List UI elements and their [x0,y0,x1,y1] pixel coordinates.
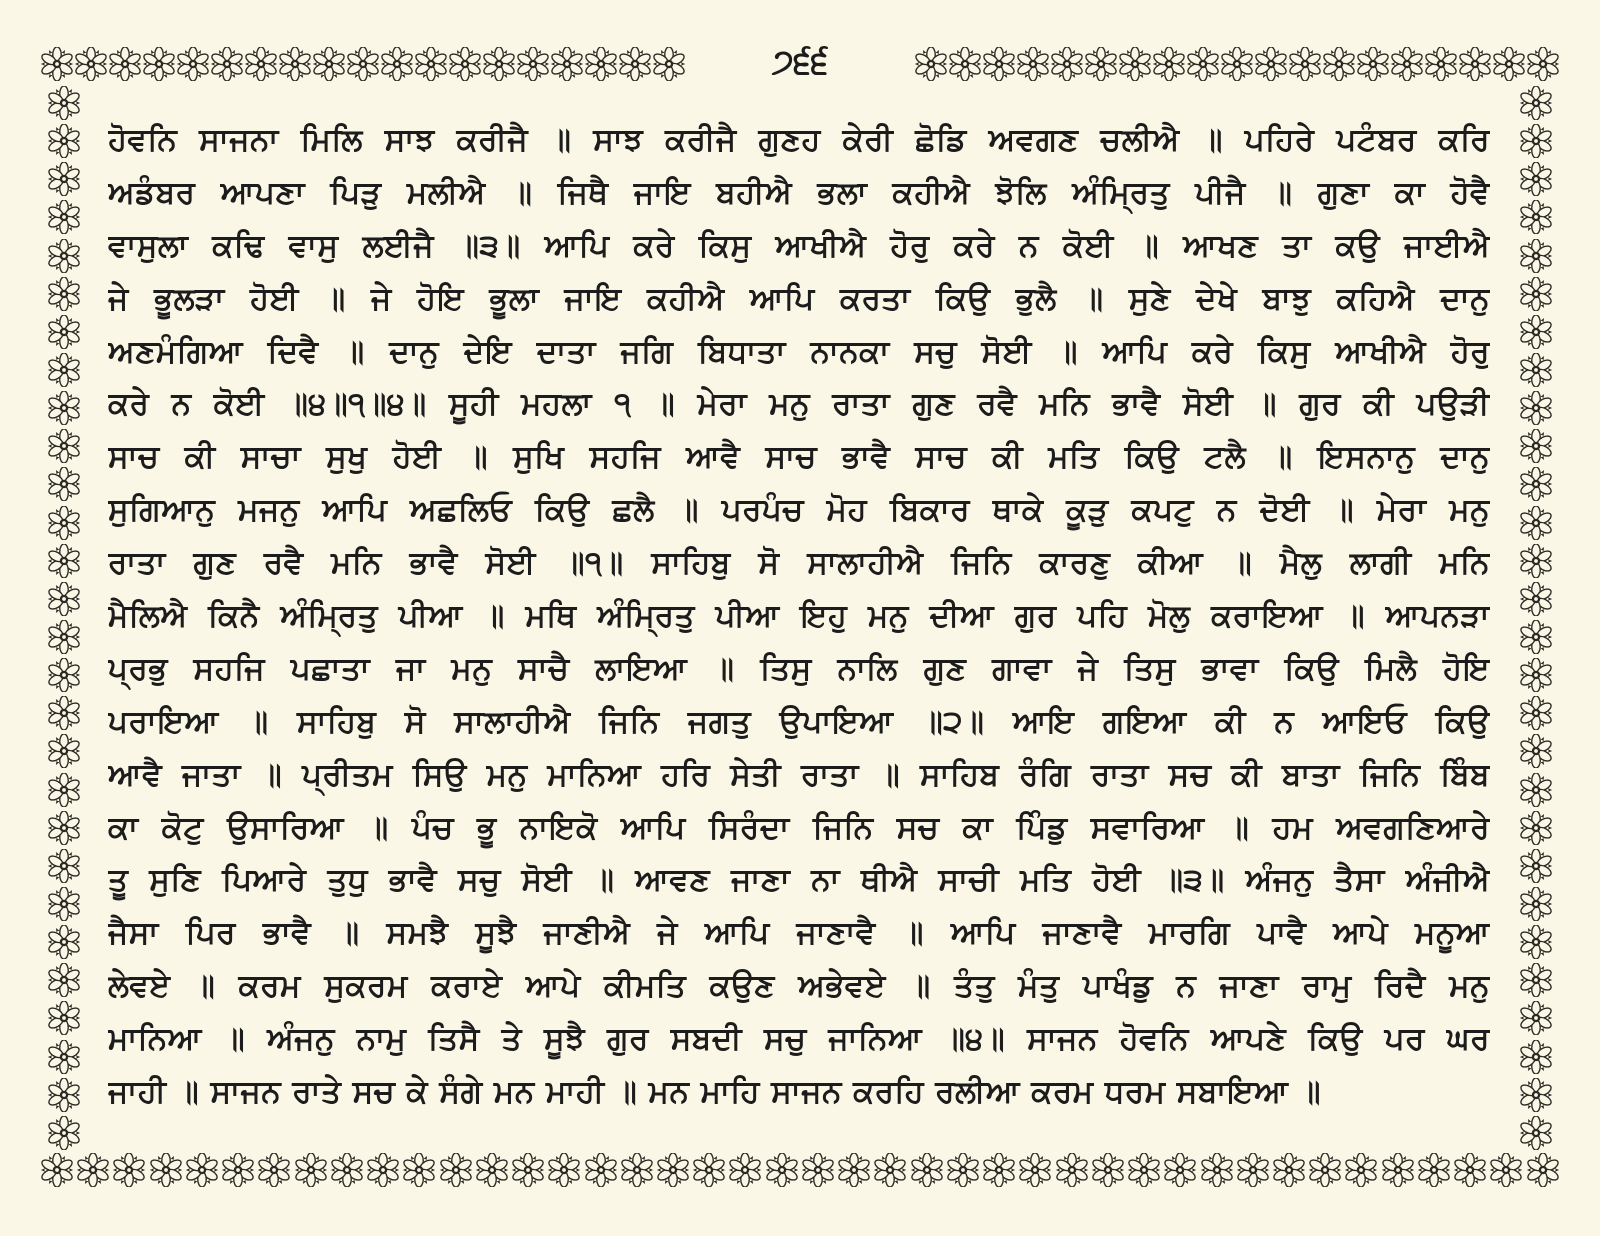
flower-ornament-icon [108,47,142,81]
flower-ornament-icon [946,1153,980,1187]
flower-ornament-icon [1519,811,1553,845]
flower-ornament-icon [1519,773,1553,807]
left-border [44,86,84,1150]
flower-ornament-icon [837,1153,871,1187]
text-line: ਰਾਤਾ ਗੁਣ ਰਵੈ ਮਨਿ ਭਾਵੈ ਸੋਈ ॥੧॥ ਸਾਹਿਬੁ ਸੋ ਸਾਲਾਹੀਐ ਜਿਨਿ ਕਾਰਣੁ ਕੀਆ ॥ ਮੈਲੁ ਲਾਗੀ ਮਨਿ [108,545,1490,582]
flower-ornament-icon [1091,1153,1125,1187]
flower-ornament-icon [312,47,346,81]
flower-ornament-icon [1050,47,1084,81]
flower-ornament-icon [1519,86,1553,120]
text-line: ਜੈਸਾ ਪਿਰ ਭਾਵੈ ॥ ਸਮਝੈ ਸੂਝੈ ਜਾਣੀਐ ਜੇ ਆਪਿ ਜਾਣਾਵੈ ॥ ਆਪਿ ਜਾਣਾਵੈ ਮਾਰਗਿ ਪਾਵੈ ਆਪੇ ਮਨੂਆ [108,915,1490,952]
flower-ornament-icon [185,1153,219,1187]
text-line: ਕਾ ਕੋਟੁ ਉਸਾਰਿਆ ॥ ਪੰਚ ਭੂ ਨਾਇਕੋ ਆਪਿ ਸਿਰੰਦਾ ਜਿਨਿ ਸਚ ਕਾ ਪਿੰਡੁ ਸਵਾਰਿਆ ॥ ਹਮ ਅਵਗਣਿਆਰੇ [108,809,1490,846]
flower-ornament-icon [1519,658,1553,692]
flower-ornament-icon [1424,47,1458,81]
flower-ornament-icon [47,963,81,997]
text-line: ਪ੍ਰਭੁ ਸਹਜਿ ਪਛਾਤਾ ਜਾ ਮਨੁ ਸਾਚੈ ਲਾਇਆ ॥ ਤਿਸੁ ਨਾਲਿ ਗੁਣ ਗਾਵਾ ਜੇ ਤਿਸੁ ਭਾਵਾ ਕਿਉ ਮਿਲੈ ਹੋਇ [108,650,1490,687]
flower-ornament-icon [1127,1153,1161,1187]
text-line: ਵਾਸੁਲਾ ਕਢਿ ਵਾਸੁ ਲਈਜੈ ॥੩॥ ਆਪਿ ਕਰੇ ਕਿਸੁ ਆਖੀਐ ਹੋਰੁ ਕਰੇ ਨ ਕੋਈ ॥ ਆਖਣ ਤਾ ਕਉ ਜਾਈਐ [108,227,1490,264]
text-line: ਸਾਚ ਕੀ ਸਾਚਾ ਸੁਖੁ ਹੋਈ ॥ ਸੁਖਿ ਸਹਜਿ ਆਵੈ ਸਾਚ ਭਾਵੈ ਸਾਚ ਕੀ ਮਤਿ ਕਿਉ ਟਲੈ ॥ ਇਸਨਾਨੁ ਦਾਨੁ [108,439,1490,476]
flower-ornament-icon [692,1153,726,1187]
text-line: ਜਾਹੀ ॥ ਸਾਜਨ ਰਾਤੇ ਸਚ ਕੇ ਸੰਗੇ ਮਨ ਮਾਹੀ ॥ ਮਨ ਮਾਹਿ ਸਾਜਨ ਕਰਹਿ ਰਲੀਆ ਕਰਮ ਧਰਮ ਸਬਾਇਆ ॥ [108,1074,1322,1111]
flower-ornament-icon [47,582,81,616]
flower-ornament-icon [482,47,516,81]
flower-ornament-icon [1519,162,1553,196]
text-line: ਪਰਾਇਆ ॥ ਸਾਹਿਬੁ ਸੋ ਸਾਲਾਹੀਐ ਜਿਨਿ ਜਗਤੁ ਉਪਾਇਆ ॥੨॥ ਆਇ ਗਇਆ ਕੀ ਨ ਆਇਓ ਕਿਉ [108,703,1490,740]
flower-ornament-icon [1526,1153,1560,1187]
flower-ornament-icon [1519,353,1553,387]
flower-ornament-icon [366,1153,400,1187]
text-line: ਮੈਲਿਐ ਕਿਨੈ ਅੰਮ੍ਰਿਤੁ ਪੀਆ ॥ ਮਥਿ ਅੰਮ੍ਰਿਤੁ ਪੀਆ ਇਹੁ ਮਨੁ ਦੀਆ ਗੁਰ ਪਹਿ ਮੋਲੁ ਕਰਾਇਆ ॥ ਆਪਨੜਾ [108,598,1490,635]
right-border [1516,86,1556,1150]
flower-ornament-icon [1526,47,1560,81]
flower-ornament-icon [910,1153,944,1187]
flower-ornament-icon [1519,963,1553,997]
flower-ornament-icon [244,47,278,81]
top-border-left [40,47,686,81]
flower-ornament-icon [1322,47,1356,81]
flower-ornament-icon [765,1153,799,1187]
flower-ornament-icon [149,1153,183,1187]
flower-ornament-icon [516,47,550,81]
flower-ornament-icon [47,429,81,463]
top-border-right [914,47,1560,81]
text-line: ਅਣਮੰਗਿਆ ਦਿਵੈ ॥ ਦਾਨੁ ਦੇਇ ਦਾਤਾ ਜਗਿ ਬਿਧਾਤਾ ਨਾਨਕਾ ਸਚੁ ਸੋਈ ॥ ਆਪਿ ਕਰੇ ਕਿਸੁ ਆਖੀਐ ਹੋਰੁ [108,333,1490,370]
flower-ornament-icon [47,696,81,730]
flower-ornament-icon [982,47,1016,81]
flower-ornament-icon [1519,506,1553,540]
flower-ornament-icon [40,1153,74,1187]
flower-ornament-icon [1519,1040,1553,1074]
flower-ornament-icon [1344,1153,1378,1187]
flower-ornament-icon [47,86,81,120]
flower-ornament-icon [47,277,81,311]
flower-ornament-icon [1519,582,1553,616]
flower-ornament-icon [982,1153,1016,1187]
flower-ornament-icon [346,47,380,81]
flower-ornament-icon [210,47,244,81]
flower-ornament-icon [1055,1153,1089,1187]
flower-ornament-icon [1519,544,1553,578]
flower-ornament-icon [1453,1153,1487,1187]
flower-ornament-icon [1519,429,1553,463]
text-line: ਸੁਗਿਆਨੁ ਮਜਨੁ ਆਪਿ ਅਛਲਿਓ ਕਿਉ ਛਲੈ ॥ ਪਰਪੰਚ ਮੋਹ ਬਿਕਾਰ ਥਾਕੇ ਕੂੜੁ ਕਪਟੁ ਨ ਦੋਈ ॥ ਮੇਰਾ ਮਨੁ [108,492,1490,529]
flower-ornament-icon [1254,47,1288,81]
flower-ornament-icon [1519,200,1553,234]
flower-ornament-icon [547,1153,581,1187]
flower-ornament-icon [511,1153,545,1187]
flower-ornament-icon [142,47,176,81]
flower-ornament-icon [1308,1153,1342,1187]
flower-ornament-icon [618,47,652,81]
flower-ornament-icon [1519,124,1553,158]
flower-ornament-icon [257,1153,291,1187]
flower-ornament-icon [47,734,81,768]
flower-ornament-icon [47,239,81,273]
text-line: ਜੇ ਭੂਲੜਾ ਹੋਈ ॥ ਜੇ ਹੋਇ ਭੂਲਾ ਜਾਇ ਕਹੀਐ ਆਪਿ ਕਰਤਾ ਕਿਉ ਭੁਲੈ ॥ ਸੁਣੇ ਦੇਖੇ ਬਾਝੁ ਕਹਿਐ ਦਾਨੁ [108,280,1490,317]
flower-ornament-icon [728,1153,762,1187]
flower-ornament-icon [1519,1078,1553,1112]
text-line: ਅਡੰਬਰ ਆਪਣਾ ਪਿੜੁ ਮਲੀਐ ॥ ਜਿਥੈ ਜਾਇ ਬਹੀਐ ਭਲਾ ਕਹੀਐ ਝੋਲਿ ਅੰਮ੍ਰਿਤੁ ਪੀਜੈ ॥ ਗੁਣਾ ਕਾ ਹੋਵੈ [108,174,1490,211]
flower-ornament-icon [47,1116,81,1150]
flower-ornament-icon [1519,925,1553,959]
flower-ornament-icon [550,47,584,81]
flower-ornament-icon [620,1153,654,1187]
flower-ornament-icon [448,47,482,81]
page-number: ੭੬੬ [771,42,829,82]
flower-ornament-icon [221,1153,255,1187]
flower-ornament-icon [1519,1116,1553,1150]
flower-ornament-icon [47,467,81,501]
flower-ornament-icon [74,47,108,81]
flower-ornament-icon [47,887,81,921]
flower-ornament-icon [475,1153,509,1187]
flower-ornament-icon [1458,47,1492,81]
flower-ornament-icon [1236,1153,1270,1187]
flower-ornament-icon [1163,1153,1197,1187]
flower-ornament-icon [380,47,414,81]
flower-ornament-icon [47,811,81,845]
flower-ornament-icon [47,620,81,654]
text-line: ਮਾਨਿਆ ॥ ਅੰਜਨੁ ਨਾਮੁ ਤਿਸੈ ਤੇ ਸੂਝੈ ਗੁਰ ਸਬਦੀ ਸਚੁ ਜਾਨਿਆ ॥੪॥ ਸਾਜਨ ਹੋਵਨਿ ਆਪਣੇ ਕਿਉ ਪਰ ਘਰ [108,1021,1490,1058]
flower-ornament-icon [278,47,312,81]
flower-ornament-icon [873,1153,907,1187]
flower-ornament-icon [1118,47,1152,81]
flower-ornament-icon [47,391,81,425]
text-line: ਕਰੇ ਨ ਕੋਈ ॥੪॥੧॥੪॥ ਸੂਹੀ ਮਹਲਾ ੧ ॥ ਮੇਰਾ ਮਨੁ ਰਾਤਾ ਗੁਣ ਰਵੈ ਮਨਿ ਭਾਵੈ ਸੋਈ ॥ ਗੁਰ ਕੀ ਪਉੜੀ [108,386,1490,423]
text-line: ਹੋਵਨਿ ਸਾਜਨਾ ਮਿਲਿ ਸਾਝ ਕਰੀਜੈ ॥ ਸਾਝ ਕਰੀਜੈ ਗੁਣਹ ਕੇਰੀ ਛੋਡਿ ਅਵਗਣ ਚਲੀਐ ॥ ਪਹਿਰੇ ਪਟੰਬਰ ਕਰਿ [108,122,1490,158]
flower-ornament-icon [1186,47,1220,81]
flower-ornament-icon [439,1153,473,1187]
flower-ornament-icon [1417,1153,1451,1187]
flower-ornament-icon [1519,277,1553,311]
flower-ornament-icon [414,47,448,81]
flower-ornament-icon [801,1153,835,1187]
flower-ornament-icon [47,124,81,158]
flower-ornament-icon [1288,47,1322,81]
scripture-text [108,114,1490,1114]
flower-ornament-icon [294,1153,328,1187]
flower-ornament-icon [1489,1153,1523,1187]
flower-ornament-icon [47,544,81,578]
flower-ornament-icon [652,47,686,81]
flower-ornament-icon [656,1153,690,1187]
flower-ornament-icon [47,925,81,959]
flower-ornament-icon [1381,1153,1415,1187]
flower-ornament-icon [40,47,74,81]
flower-ornament-icon [112,1153,146,1187]
flower-ornament-icon [330,1153,364,1187]
flower-ornament-icon [176,47,210,81]
flower-ornament-icon [1018,1153,1052,1187]
text-line: ਤੂ ਸੁਣਿ ਪਿਆਰੇ ਤੁਧੁ ਭਾਵੈ ਸਚੁ ਸੋਈ ॥ ਆਵਣ ਜਾਣਾ ਨਾ ਥੀਐ ਸਾਚੀ ਮਤਿ ਹੋਈ ॥੩॥ ਅੰਜਨੁ ਤੈਸਾ ਅੰਜੀਐ [108,862,1490,899]
flower-ornament-icon [1519,620,1553,654]
text-line: ਆਵੈ ਜਾਤਾ ॥ ਪ੍ਰੀਤਮ ਸਿਉ ਮਨੁ ਮਾਨਿਆ ਹਰਿ ਸੇਤੀ ਰਾਤਾ ॥ ਸਾਹਿਬ ਰੰਗਿ ਰਾਤਾ ਸਚ ਕੀ ਬਾਤਾ ਜਿਨਿ ਬਿੰਬ [108,756,1490,793]
flower-ornament-icon [1016,47,1050,81]
flower-ornament-icon [1519,1001,1553,1035]
flower-ornament-icon [47,506,81,540]
flower-ornament-icon [47,1078,81,1112]
flower-ornament-icon [1390,47,1424,81]
bottom-border [40,1150,1560,1190]
flower-ornament-icon [1272,1153,1306,1187]
flower-ornament-icon [47,315,81,349]
flower-ornament-icon [1519,696,1553,730]
flower-ornament-icon [1152,47,1186,81]
flower-ornament-icon [47,200,81,234]
flower-ornament-icon [47,1001,81,1035]
flower-ornament-icon [47,1040,81,1074]
flower-ornament-icon [1519,887,1553,921]
flower-ornament-icon [1356,47,1390,81]
flower-ornament-icon [47,162,81,196]
flower-ornament-icon [1519,734,1553,768]
flower-ornament-icon [402,1153,436,1187]
flower-ornament-icon [76,1153,110,1187]
flower-ornament-icon [914,47,948,81]
flower-ornament-icon [1519,849,1553,883]
flower-ornament-icon [1220,47,1254,81]
flower-ornament-icon [47,353,81,387]
flower-ornament-icon [584,47,618,81]
flower-ornament-icon [584,1153,618,1187]
flower-ornament-icon [1519,391,1553,425]
flower-ornament-icon [47,658,81,692]
flower-ornament-icon [1492,47,1526,81]
flower-ornament-icon [1519,467,1553,501]
text-line: ਲੇਵਏ ॥ ਕਰਮ ਸੁਕਰਮ ਕਰਾਏ ਆਪੇ ਕੀਮਤਿ ਕਉਣ ਅਭੇਵਏ ॥ ਤੰਤੁ ਮੰਤੁ ਪਾਖੰਡੁ ਨ ਜਾਣਾ ਰਾਮੁ ਰਿਦੈ ਮਨੁ [108,968,1490,1005]
flower-ornament-icon [1519,239,1553,273]
flower-ornament-icon [47,773,81,807]
flower-ornament-icon [1519,315,1553,349]
flower-ornament-icon [1200,1153,1234,1187]
flower-ornament-icon [948,47,982,81]
flower-ornament-icon [1084,47,1118,81]
flower-ornament-icon [47,849,81,883]
